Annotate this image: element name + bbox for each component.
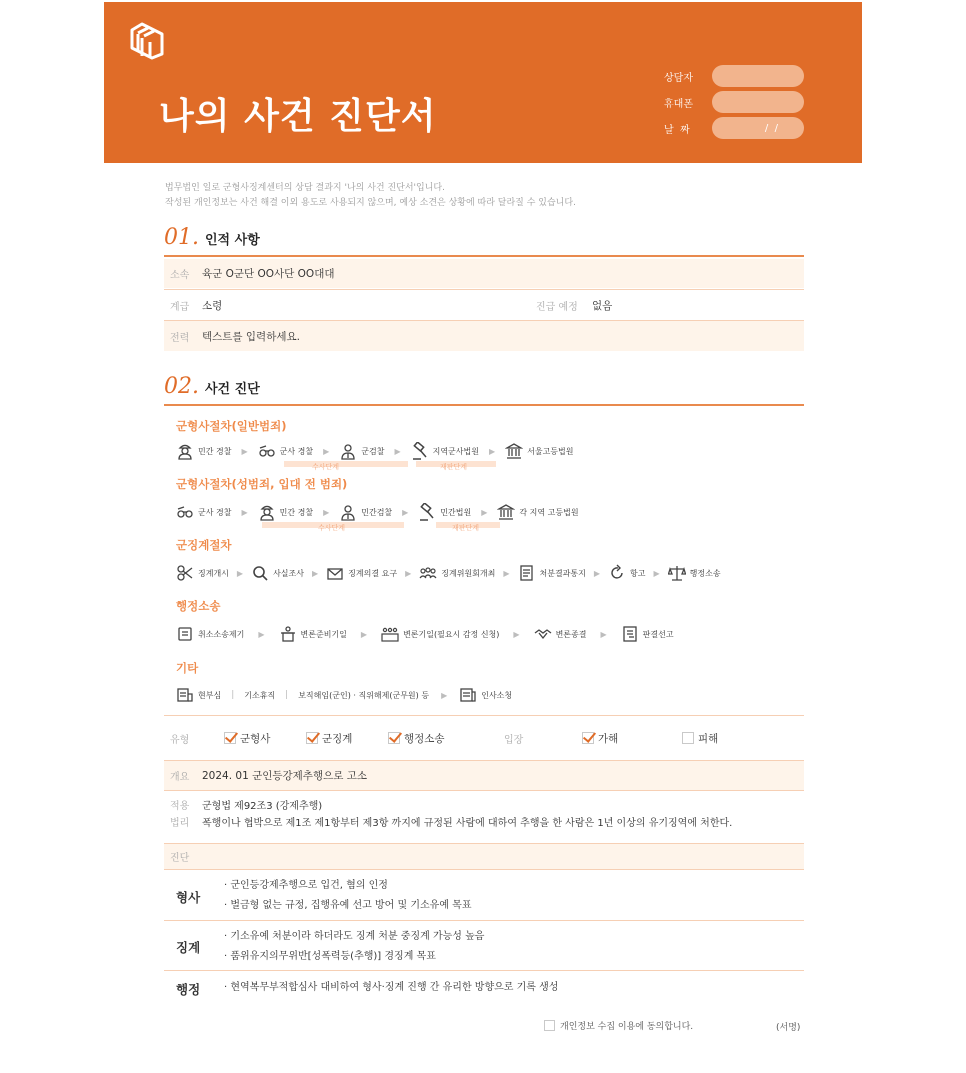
arrow-icon: ▶ [402,507,409,517]
rank-label: 계급 [170,301,190,313]
diagnosis-key-discipline: 징계 [176,940,201,955]
signature-label: (서명) [776,1023,801,1033]
divider [164,970,804,971]
courthouse-icon [497,503,515,521]
section-personal-heading [164,225,804,257]
arrow-icon: ▶ [481,507,488,517]
step-label: 사실조사 [273,568,304,578]
process-title-military-discipline: 군징계절차 [176,538,232,552]
step [381,625,499,643]
step [176,625,244,643]
handcuffs-icon [176,503,194,521]
step [518,564,586,582]
step-label: 민간법원 [440,507,472,517]
counselor-field [664,65,806,87]
step [418,503,471,521]
date-field [664,117,806,139]
diagnosis-text-criminal [224,876,472,916]
step [505,442,573,460]
notice-line: 법무법인 일로 군형사징계센터의 상담 결과지 '나의 사건 진단서'입니다. [165,183,445,193]
process-flow-criminal-sexual [176,501,579,523]
step-label: 항고 [630,568,646,578]
type-option-criminal[interactable] [224,731,306,746]
arrow-icon: ▶ [503,568,510,578]
option-label: 군징계 [322,732,353,745]
prosecutor-icon [339,442,357,460]
step-label: 군사 경찰 [198,507,232,517]
court-audience-icon [381,625,399,643]
gavel-icon [411,442,429,460]
summary-row [164,760,804,791]
checkbox[interactable] [306,732,318,744]
gavel-icon [418,503,436,521]
step [534,625,587,643]
type-option-discipline[interactable] [306,731,388,746]
diagnosis-text-admin [224,978,558,998]
step [608,564,645,582]
stage-label: 수사단계 [312,463,340,471]
step [176,564,229,582]
diagnosis-label: 진단 [170,853,190,864]
step [411,442,479,460]
step-label: 징계위원회개최 [441,568,496,578]
record-label: 전력 [170,332,190,344]
arrow-icon: ▶ [312,568,319,578]
step [251,564,304,582]
phone-input[interactable] [712,91,804,113]
step-label: 처분결과통지 [539,568,586,578]
rank-row [164,290,804,320]
filing-icon [176,625,194,643]
handshake-icon [534,625,552,643]
arrow-icon: ▶ [258,629,265,639]
step [176,686,221,704]
police-officer-icon [176,442,194,460]
type-label: 유형 [170,734,190,746]
law-article: 군형법 제92조3 (강제추행) [202,801,323,812]
step-label: 변론종결 [555,629,587,639]
step-label: 변론기일(필요시 감정 신청) [403,629,500,639]
prosecutor-icon [339,503,357,521]
step-label: 군사 경찰 [279,446,314,456]
section-number: 01. [164,225,199,250]
arrow-icon: ▶ [236,568,244,578]
affiliation-row [164,259,804,288]
step-label: 민간검찰 [361,507,393,517]
step-label: 민간 경찰 [279,507,314,517]
affiliation-value[interactable]: 육군 O군단 OO사단 OO대대 [202,268,335,280]
step [258,503,313,521]
refresh-icon [608,564,626,582]
arrow-icon: ▶ [441,690,448,700]
law-text [202,798,732,832]
option-label: 군형사 [240,732,271,745]
step [298,690,429,701]
section-diagnosis-heading [164,374,804,406]
counselor-label: 상담자 [664,72,693,84]
arrow-icon: ▶ [241,446,248,456]
law-provision: 폭행이나 협박으로 제1조 제1항부터 제3항 까지에 규정된 사람에 대하여 추행을 한 사람은 1년 이상의 유기징역에 처한다. [202,818,733,829]
step [497,503,578,521]
checkbox[interactable] [224,732,236,744]
rank-value[interactable]: 소령 [202,299,223,312]
law-label-line: 적용 [170,801,190,812]
consent-label: 개인정보 수집 이용에 동의합니다. [560,1022,694,1032]
process-title-admin-litigation: 행정소송 [176,599,221,613]
diagnosis-text-discipline [224,927,484,967]
petition-icon [459,686,477,704]
diagnosis-line: · 벌금형 없는 규정, 집행유예 선고 방어 및 기소유예 목표 [224,900,472,911]
magnifier-icon [251,564,269,582]
arrow-icon: ▶ [241,507,248,517]
notice-line: 작성된 개인정보는 사건 해결 이외 용도로 사용되지 않으며, 예상 소견은 상황에 따라 달라질 수 있습니다. [165,198,576,208]
scissors-icon [176,564,194,582]
committee-icon [419,564,437,582]
divider [164,920,804,921]
checkbox[interactable] [682,732,694,744]
affiliation-label: 소속 [170,270,190,281]
stage-label: 재판단계 [452,524,480,532]
summary-value[interactable]: 2024. 01 군인등강제추행으로 고소 [202,770,368,782]
notice-text [165,181,576,211]
podium-icon [279,625,297,643]
date-label: 날 짜 [664,124,690,136]
section-number: 02. [164,374,199,399]
step-label: 행정소송 [689,568,721,578]
section-title: 인적 사항 [205,233,260,248]
summary-label: 개요 [170,772,190,783]
police-officer-icon [258,503,276,521]
phone-label: 휴대폰 [664,98,693,110]
step-label: 변론준비기일 [300,629,347,639]
step [339,442,384,460]
diagnosis-header-row [164,843,804,870]
type-row [164,724,804,752]
process-flow-admin-litigation [176,623,674,645]
step [326,564,397,582]
checkbox[interactable] [582,732,594,744]
step-label: 징계의결 요구 [348,568,398,578]
envelope-icon [326,564,344,582]
arrow-icon: ▶ [513,629,520,639]
diagnosis-line: · 기소유예 처분이라 하더라도 징계 처분 중징계 가능성 높음 [224,931,485,942]
option-label: 피해 [698,732,719,745]
step-label: 판결선고 [642,629,674,639]
step [279,625,347,643]
diagnosis-line: · 품위유지의무위반[성폭력등(추행)] 경징계 목표 [224,951,436,962]
record-row [164,321,804,351]
position-label: 입장 [504,734,524,746]
step-label: 징계개시 [198,568,229,578]
step [668,564,721,582]
process-title-criminal-sexual: 군형사절차(성범죄, 입대 전 범죄) [176,477,348,491]
option-label: 행정소송 [404,732,445,745]
diagnosis-key-admin: 행정 [176,982,201,997]
header-banner [104,2,862,163]
process-flow-military-discipline [176,562,721,584]
handcuffs-icon [258,442,276,460]
position-option-victim[interactable] [682,731,718,746]
checkbox[interactable] [388,732,400,744]
arrow-icon: ▶ [653,568,660,578]
option-label: 가해 [598,732,619,745]
step-label: 각 지역 고등법원 [519,507,579,517]
date-input[interactable]: / / [712,117,804,139]
scales-icon [668,564,686,582]
step [621,625,674,643]
process-flow-criminal-general [176,440,574,462]
step [176,503,231,521]
stage-label: 수사단계 [318,524,346,532]
document-icon [518,564,536,582]
step-label: 인사소청 [481,690,513,700]
process-title-criminal-general: 군형사절차(일반범죄) [176,419,287,433]
step-label: 보직해임(군인) · 직위해제(군무원) 등 [298,690,430,700]
logo-icon [128,18,166,60]
step-label: 서울고등법원 [527,446,574,456]
step-label: 군검찰 [361,446,385,456]
law-row [164,798,804,836]
consent-checkbox-row[interactable] [544,1019,693,1032]
process-title-other: 기타 [176,661,199,675]
arrow-icon: ▶ [405,568,412,578]
divider [164,715,804,716]
separator: | [231,690,235,700]
arrow-icon: ▶ [600,629,607,639]
document-title: 나의 사건 진단서 [159,96,437,137]
step-label: 지역군사법원 [432,446,479,456]
record-value[interactable]: 텍스트를 입력하세요. [202,330,300,343]
position-option-offender[interactable] [582,731,682,746]
arrow-icon: ▶ [323,507,330,517]
courthouse-icon [505,442,523,460]
step [459,686,512,704]
step-label: 민간 경찰 [198,446,232,456]
phone-field [664,91,806,113]
process-flow-other [176,684,512,706]
diagnosis-key-criminal: 형사 [176,890,201,905]
verdict-icon [621,625,639,643]
step [339,503,392,521]
stage-label: 재판단계 [440,463,468,471]
law-label [164,798,202,832]
step [176,442,231,460]
step [244,690,275,701]
promotion-label: 진급 예정 [536,301,578,313]
diagnosis-line: · 현역복무부적합심사 대비하여 형사·징계 진행 간 유리한 방향으로 기록 생성 [224,982,559,993]
step-label: 취소소송제기 [198,629,245,639]
diagnosis-line: · 군인등강제추행으로 입건, 혐의 인정 [224,880,388,891]
step-label: 기소휴직 [244,690,276,700]
step [258,442,313,460]
arrow-icon: ▶ [593,568,601,578]
law-label-line: 법리 [170,818,190,829]
arrow-icon: ▶ [488,446,496,456]
step-label: 현부심 [198,690,222,700]
arrow-icon: ▶ [323,446,330,456]
section-title: 사건 진단 [205,382,260,397]
counselor-input[interactable] [712,65,804,87]
step [419,564,495,582]
promotion-value[interactable]: 없음 [592,299,613,312]
arrow-icon: ▶ [394,446,401,456]
arrow-icon: ▶ [360,629,368,639]
separator: | [285,690,289,700]
consent-checkbox[interactable] [544,1020,555,1031]
review-icon [176,686,194,704]
type-option-admin[interactable] [388,731,498,746]
